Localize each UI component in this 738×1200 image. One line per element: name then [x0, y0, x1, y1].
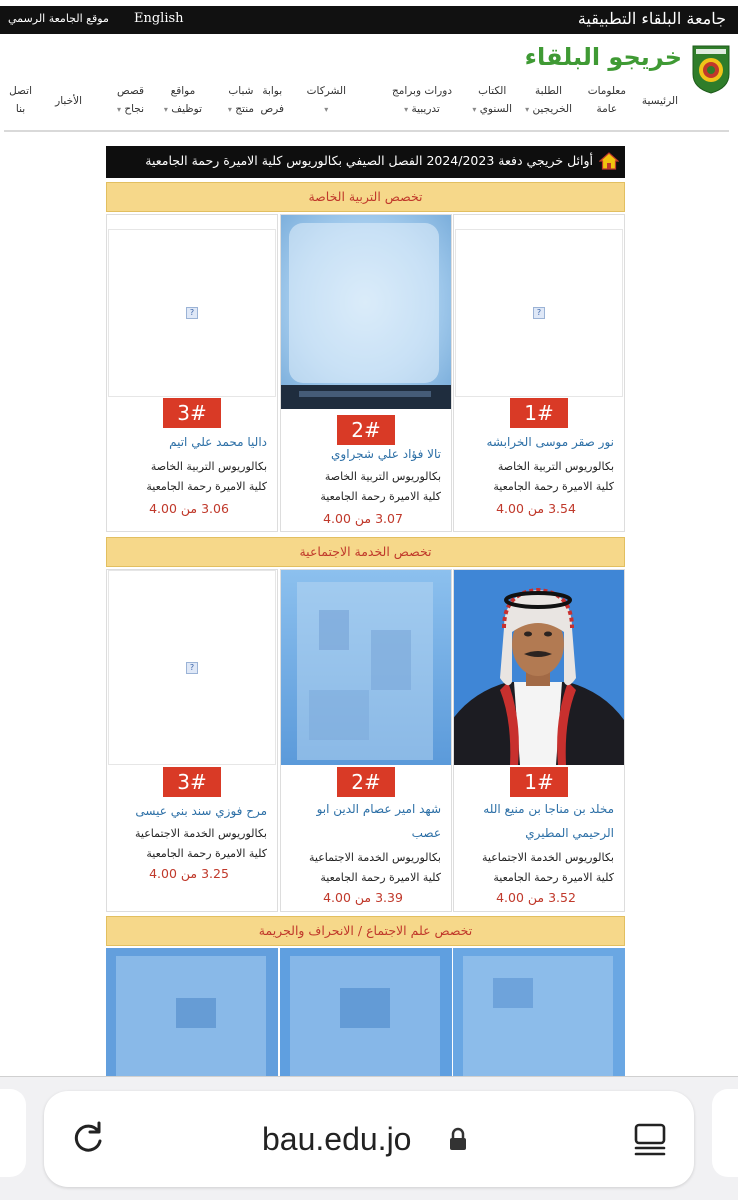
nav-companies[interactable] — [307, 82, 346, 119]
nav-news-label: الأخبار — [55, 95, 82, 107]
graduate-college: كلية الاميرة رحمة الجامعية — [146, 480, 267, 493]
chevron-down-icon: ▾ — [404, 105, 409, 114]
graduate-photo-placeholder — [455, 229, 623, 397]
nav-students-line1: الطلبة — [535, 85, 563, 97]
graduate-college: كلية الاميرة رحمة الجامعية — [493, 871, 614, 884]
previous-tab-edge[interactable] — [0, 1089, 26, 1177]
graduate-gpa — [285, 509, 441, 529]
broken-image-icon: ? — [533, 307, 545, 319]
graduate-photo — [280, 948, 452, 1078]
graduate-card[interactable] — [453, 948, 625, 1078]
nav-general-info[interactable] — [588, 82, 626, 118]
graduate-degree: بكالوريوس الخدمة الاجتماعية — [308, 851, 441, 864]
gpa-max: 4.00 — [149, 501, 177, 516]
nav-success-stories[interactable] — [117, 82, 144, 119]
graduate-gpa — [458, 499, 614, 519]
graduate-name[interactable]: داليا محمد علي اتيم — [169, 435, 267, 449]
reload-icon[interactable] — [70, 1121, 106, 1157]
graduate-gpa — [458, 888, 614, 908]
nav-jobs-line2: توظيف — [171, 103, 202, 115]
nav-courses-line2: تدريبية — [411, 103, 440, 115]
graduate-degree: بكالوريوس التربية الخاصة — [150, 460, 267, 473]
graduate-college: كلية الاميرة رحمة الجامعية — [320, 871, 441, 884]
rank-badge: 3# — [163, 767, 221, 797]
nav-youth[interactable] — [228, 82, 254, 119]
graduate-photo-placeholder — [108, 229, 276, 397]
nav-students-line2: الخريجين — [532, 103, 572, 115]
nav-stories-line2: نجاح — [124, 103, 144, 115]
home-icon[interactable] — [599, 152, 619, 170]
graduate-name[interactable]: تالا فؤاد علي شجراوي — [331, 447, 441, 461]
graduate-card[interactable] — [280, 214, 452, 532]
gpa-of: من — [180, 501, 198, 516]
broken-image-icon: ? — [186, 662, 198, 674]
graduate-card[interactable] — [280, 569, 452, 912]
gpa-value: 3.54 — [548, 501, 576, 516]
gpa-max: 4.00 — [496, 501, 524, 516]
nav-yearbook[interactable] — [472, 82, 512, 119]
graduate-gpa — [111, 864, 267, 884]
graduate-gpa — [285, 888, 441, 908]
nav-youth-line1: شباب — [228, 85, 254, 97]
nav-general-info-line1: معلومات — [587, 85, 626, 97]
graduate-photo — [453, 570, 624, 765]
graduate-name[interactable]: مرح فوزي سند بني عيسى — [135, 804, 267, 818]
nav-contact-line1: اتصل — [9, 85, 32, 97]
graduate-photo — [453, 948, 625, 1078]
nav-stories-line1: قصص — [116, 85, 144, 97]
nav-portal-line1: بوابة — [262, 85, 283, 97]
chevron-down-icon: ▾ — [163, 105, 168, 114]
graduate-card[interactable] — [106, 214, 278, 532]
gpa-of: من — [527, 890, 545, 905]
gpa-of: من — [527, 501, 545, 516]
rank-badge: 3# — [163, 398, 221, 428]
broken-image-icon: ? — [186, 307, 198, 319]
section-title-social-work: تخصص الخدمة الاجتماعية — [106, 537, 625, 567]
graduate-photo-placeholder — [108, 570, 276, 765]
graduate-photo — [106, 948, 278, 1078]
top-bar — [0, 6, 738, 34]
nav-courses[interactable] — [392, 82, 452, 119]
banner-title: أوائل خريجي دفعة 2024/2023 الفصل الصيفي بكالوريوس كلية الاميرة رحمة الجامعية — [145, 153, 593, 168]
gpa-max: 4.00 — [323, 890, 351, 905]
graduate-degree: بكالوريوس الخدمة الاجتماعية — [481, 851, 614, 864]
main-nav — [0, 82, 738, 126]
gpa-value: 3.07 — [375, 511, 403, 526]
rank-badge: 2# — [337, 415, 395, 445]
nav-yearbook-line1: الكتاب — [478, 85, 507, 97]
nav-contact[interactable] — [9, 82, 32, 118]
nav-general-info-line2: عامة — [596, 103, 618, 115]
nav-companies-label: الشركات — [306, 85, 346, 97]
chevron-down-icon: ▾ — [525, 105, 530, 114]
graduate-college: كلية الاميرة رحمة الجامعية — [320, 490, 441, 503]
graduate-degree: بكالوريوس التربية الخاصة — [497, 460, 614, 473]
rank-badge: 2# — [337, 767, 395, 797]
gpa-max: 4.00 — [496, 890, 524, 905]
section-title-sociology: تخصص علم الاجتماع / الانحراف والجريمة — [106, 916, 625, 946]
nav-jobs-line1: مواقع — [170, 85, 196, 97]
university-name[interactable]: جامعة البلقاء التطبيقية — [577, 9, 726, 28]
gpa-max: 4.00 — [323, 511, 351, 526]
nav-home-label: الرئيسية — [641, 95, 678, 107]
url-text[interactable]: bau.edu.jo — [262, 1121, 412, 1157]
graduate-name-line2[interactable]: عصب — [411, 826, 441, 840]
next-tab-edge[interactable] — [712, 1089, 738, 1177]
rank-badge: 1# — [510, 398, 568, 428]
nav-jobs[interactable] — [164, 82, 202, 119]
graduate-card[interactable] — [280, 948, 452, 1078]
graduate-card[interactable] — [453, 214, 625, 532]
gpa-max: 4.00 — [149, 866, 177, 881]
graduate-college: كلية الاميرة رحمة الجامعية — [493, 480, 614, 493]
nav-home[interactable] — [642, 92, 678, 110]
address-bar[interactable] — [44, 1091, 694, 1187]
graduate-degree: بكالوريوس الخدمة الاجتماعية — [134, 827, 267, 840]
gpa-of: من — [354, 511, 372, 526]
graduate-name-line1[interactable]: مخلد بن مناجا بن منيع الله — [483, 802, 614, 816]
gpa-value: 3.25 — [201, 866, 229, 881]
rank-badge: 1# — [510, 767, 568, 797]
section-title-special-education: تخصص التربية الخاصة — [106, 182, 625, 212]
graduate-gpa — [111, 499, 267, 519]
site-title[interactable]: خريجو البلقاء — [524, 43, 682, 71]
reader-menu-icon[interactable] — [632, 1121, 668, 1157]
gpa-of: من — [354, 890, 372, 905]
graduate-name[interactable]: نور صقر موسى الخرابشه — [486, 435, 614, 449]
chevron-down-icon: ▾ — [227, 105, 232, 114]
nav-news[interactable] — [55, 92, 82, 110]
chevron-down-icon: ▾ — [116, 105, 121, 114]
chevron-down-icon: ▾ — [324, 105, 329, 114]
gpa-of: من — [180, 866, 198, 881]
graduate-name-line2[interactable]: الرحيمي المطيري — [525, 826, 614, 840]
nav-youth-line2: منتج — [235, 103, 254, 115]
english-link[interactable]: English — [134, 11, 184, 26]
graduate-name-line1[interactable]: شهد امير عصام الدين ابو — [316, 802, 441, 816]
chevron-down-icon: ▾ — [472, 105, 477, 114]
gpa-value: 3.39 — [375, 890, 403, 905]
nav-students[interactable] — [525, 82, 572, 119]
graduate-photo — [280, 570, 451, 765]
page-banner — [106, 146, 625, 178]
graduate-card[interactable] — [106, 569, 278, 912]
graduate-degree: بكالوريوس التربية الخاصة — [324, 470, 441, 483]
gpa-value: 3.06 — [201, 501, 229, 516]
graduate-college: كلية الاميرة رحمة الجامعية — [146, 847, 267, 860]
nav-contact-line2: بنا — [15, 103, 26, 115]
nav-portal-line2: فرص — [260, 103, 284, 115]
lock-icon — [448, 1127, 468, 1151]
graduate-photo — [280, 215, 451, 409]
graduate-card[interactable] — [106, 948, 278, 1078]
nav-portal[interactable] — [260, 82, 284, 118]
graduate-card[interactable] — [453, 569, 625, 912]
gpa-value: 3.52 — [548, 890, 576, 905]
nav-yearbook-line2: السنوي — [479, 103, 512, 115]
nav-courses-line1: دورات وبرامج — [391, 85, 452, 97]
nav-divider — [4, 130, 729, 132]
official-site-link[interactable]: موقع الجامعة الرسمي — [8, 12, 109, 25]
browser-toolbar — [0, 1076, 738, 1200]
